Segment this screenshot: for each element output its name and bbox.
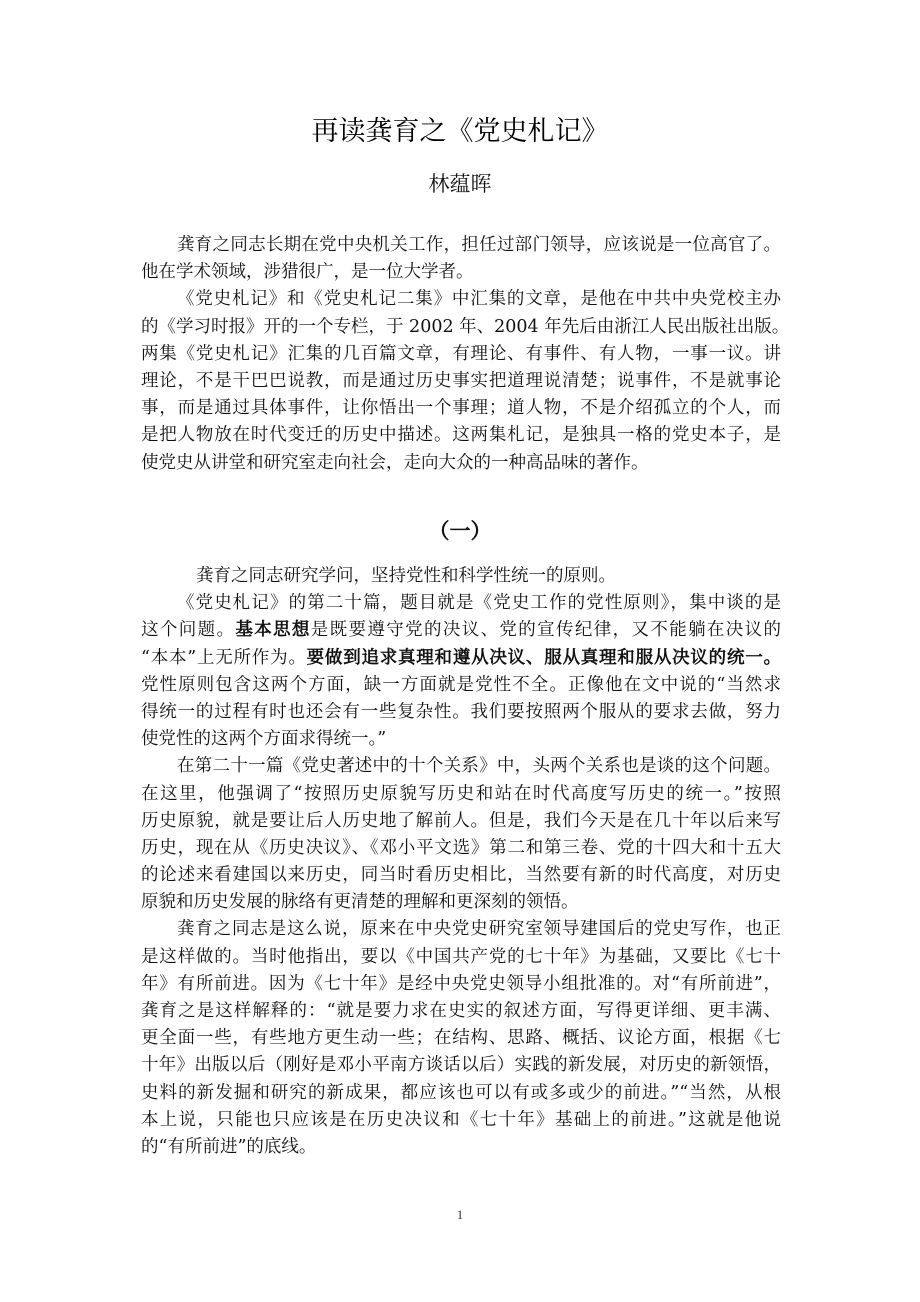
text-run: 这个问题。	[141, 620, 236, 641]
section-1-body	[141, 563, 781, 1161]
paragraph-line: 原貌和历史发展的脉络有更清楚的理解和更深刻的领悟。	[141, 892, 579, 913]
paragraph-line: 两集《党史札记》汇集的几百篇文章，有理论、有事件、有人物，一事一议。讲	[141, 343, 781, 364]
paragraph-line: 的论述来看建国以来历史，同当时看历史相比，当然要有新的时代高度，对历史	[141, 865, 781, 886]
section-heading: （一）	[428, 519, 492, 543]
paragraph-line	[141, 645, 781, 672]
paragraph-line: 是这样做的。当时他指出，要以《中国共产党的七十年》为基础，又要比《七十	[141, 946, 781, 967]
paragraph-line: 他在学术领域，涉猎很广，是一位大学者。	[141, 262, 474, 283]
paragraph-line: 十年》出版以后（刚好是邓小平南方谈话以后）实践的新发展，对历史的新领悟，	[141, 1055, 781, 1076]
paragraph-line: 得统一的过程有时也还会有一些复杂性。我们要按照两个服从的要求去做，努力	[141, 701, 781, 722]
paragraph-line: 事，而是通过具体事件，让你悟出一个事理；道人物，不是介绍孤立的个人，而	[141, 398, 781, 419]
paragraph-line: 历史，现在从《历史决议》、《邓小平文选》第二和第三卷、党的十四大和十五大	[141, 837, 781, 858]
bold-phrase: 要做到追求真理和遵从决议、服从真理和服从决议的统一。	[306, 647, 781, 668]
paragraph-line: 理论，不是干巴巴说教，而是通过历史事实把道理说清楚；说事件，不是就事论	[141, 370, 781, 391]
paragraph-line: 使党性的这两个方面求得统一。”	[141, 729, 387, 750]
text-run: “本本”上无所作为。	[141, 647, 307, 668]
intro-section	[141, 232, 790, 477]
bold-phrase: 基本思想	[235, 620, 311, 641]
paragraph-line: 是把人物放在时代变迁的历史中描述。这两集札记，是独具一格的党史本子，是	[141, 425, 781, 446]
paragraph-line: 《党史札记》和《党史札记二集》中汇集的文章，是他在中共中央党校主办	[177, 289, 781, 310]
paragraph-line: 《党史札记》的第二十篇，题目就是《党史工作的党性原则》，集中谈的是	[177, 593, 781, 614]
paragraph-line: 的“有所前进”的底线。	[141, 1136, 317, 1157]
text-run: 是既要遵守党的决议、党的宣传纪律，又不能躺在决议的	[310, 620, 782, 641]
paragraph-line: 党性原则包含这两个方面，缺一方面就是党性不全。正像他在文中说的“当然求	[141, 674, 781, 695]
paragraph-line: 本上说，只能也只应该是在历史决议和《七十年》基础上的前进。”这就是他说	[141, 1109, 781, 1130]
paragraph-line: 史料的新发掘和研究的新成果，都应该也可以有或多或少的前进。”“当然，从根	[141, 1082, 781, 1103]
paragraph-line	[141, 617, 781, 644]
paragraph-line: 的《学习时报》开的一个专栏，于 2002 年、2004 年先后由浙江人民出版社出版。	[141, 316, 790, 337]
paragraph-line: 使党史从讲堂和研究室走向社会，走向大众的一种高品味的著作。	[141, 452, 649, 473]
paragraph-line: 在这里，他强调了“按照历史原貌写历史和站在时代高度写历史的统一。”按照	[141, 783, 781, 804]
paragraph-line: 历史原貌，就是要让后人历史地了解前人。但是，我们今天是在几十年以后来写	[141, 810, 781, 831]
paragraph-line: 龚育之同志研究学问，坚持党性和科学性统一的原则。	[196, 566, 616, 586]
paragraph-line: 龚育之是这样解释的：“就是要力求在史实的叙述方面，写得更详细、更丰满、	[141, 1001, 781, 1021]
author-name: 林蕴晖	[428, 172, 492, 196]
paragraph-line: 在第二十一篇《党史著述中的十个关系》中，头两个关系也是谈的这个问题。	[177, 756, 781, 777]
paragraph-line: 龚育之同志是这么说，原来在中央党史研究室领导建国后的党史写作，也正	[177, 919, 781, 940]
page-number: 1	[456, 1207, 464, 1222]
paragraph-line: 龚育之同志长期在党中央机关工作，担任过部门领导，应该说是一位高官了。	[177, 235, 781, 255]
document-title: 再读龚育之《党史札记》	[311, 116, 609, 147]
paragraph-line: 年》有所前进。因为《七十年》是经中央党史领导小组批准的。对“有所前进”，	[141, 973, 781, 994]
paragraph-line: 更全面一些，有些地方更生动一些；在结构、思路、概括、议论方面，根据《七	[141, 1028, 781, 1049]
